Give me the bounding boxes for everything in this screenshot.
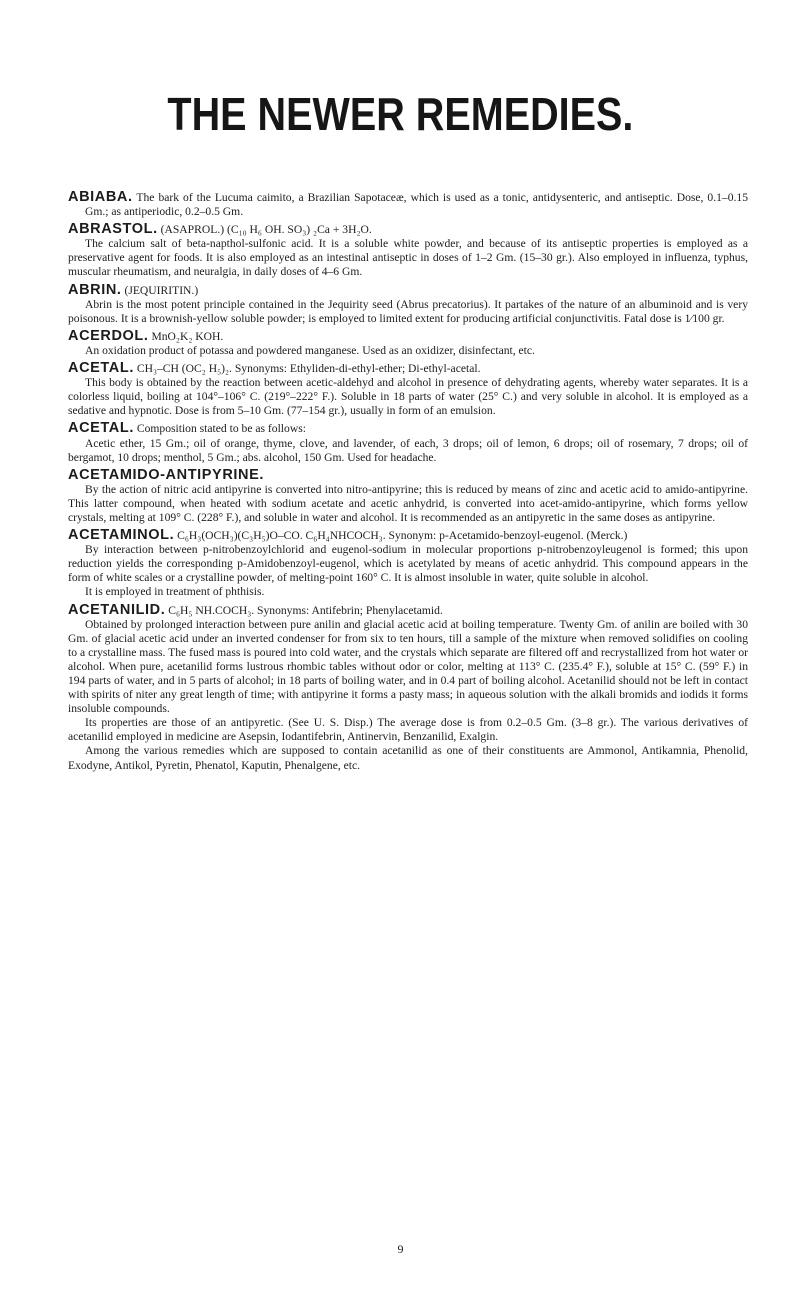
- entry-first-line: [68, 361, 748, 376]
- entry-paragraph: Obtained by prolonged interaction between pure anilin and glacial acetic acid at boiling temperature. Twenty Gm. of anilin are boiled with 30 Gm. of glacial acetic acid under an inverted condenser for from six to ten hours, till a sample of the mixture when removed solidifies on cooling to a crystalline mass. The fused mass is poured into cold water, and the crystals which separate are filtered off and recrystallized from hot water or alcohol. When pure, acetanilid forms lustrous rhombic tables without odor or color, melting at 113° C. (235.4° F.), soluble at 15° C. (59° F.) in 194 parts of water, and in 5 parts of alcohol; in 18 parts of boiling water, and in 0.4 part of boiling alcohol. Acetanilid should not be left in contact with spirits of niter any great length of time; with antipyrine it forms a pasty mass; in aqueous solution with the alkali bromids and iodids it forms insoluble compounds.: [68, 617, 748, 716]
- entry-first-line: [68, 421, 748, 436]
- entry-formula: (ASAPROL.) (C₁₀ H₆ OH. SO₃) ₂Ca + 3H₂O.: [160, 223, 372, 237]
- page-number: 9: [397, 1242, 404, 1256]
- entry-first-line: [68, 329, 748, 344]
- entry-first-line: [68, 283, 748, 298]
- entry-formula: MnO₂K₂ KOH.: [151, 329, 224, 343]
- entry-heading: ABRASTOL.: [68, 221, 158, 238]
- entry-acetal-composition: [68, 421, 748, 464]
- entry-acetamido-antipyrine: [68, 468, 748, 525]
- entry-acetal: [68, 361, 748, 418]
- entry-paragraph: An oxidation product of potassa and powdered manganese. Used as an oxidizer, disinfectant, etc.: [85, 343, 535, 357]
- entry-heading: ACETAMINOL.: [68, 527, 175, 544]
- entry-paragraph: By interaction between p-nitrobenzoylchlorid and eugenol-sodium in molecular proportions p-nitrobenzoyleugenol is formed; this upon reduction yields the corresponding p-Amidobenzoyl-eugenol, which is acetylated by means of acetic anhydrid. This compound appears in the form of white scales or a crystalline powder, of melting-point 160° C. It is almost insoluble in water, quite soluble in alcohol.: [68, 543, 748, 585]
- entry-heading: ACERDOL.: [68, 327, 149, 344]
- entry-formula: CH₃–CH (OC₂ H₅)₂. Synonyms: Ethyliden-di-ethyl-ether; Di-ethyl-acetal.: [136, 362, 481, 376]
- entry-paragraph: Abrin is the most potent principle contained in the Jequirity seed (Abrus precatorius). It partakes of the nature of an albuminoid and is very poisonous. It is a brownish-yellow soluble powder; is employed to limited extent for producing artificial conjunctivitis. Fatal dose is 1⁄100 gr.: [68, 297, 748, 325]
- entry-heading: ABIABA.: [68, 189, 133, 205]
- entry-first-line: [68, 603, 748, 618]
- entry-first-line: [68, 222, 748, 237]
- entry-formula: C₆H₃(OCH₃)(C₃H₅)O–CO. C₆H₄NHCOCH₃. Synonym: p-Acetamido-benzoyl-eugenol. (Merck.): [177, 529, 628, 543]
- entry-paragraph: By the action of nitric acid antipyrine is converted into nitro-antipyrine; this is reduced by means of zinc and acetic acid to amido-antipyrine. This latter compound, when heated with sodium acetate and acetic anhydrid, is converted into acet-amido-antipyrine, which forms yellow crystals, melting at 109° C. (228° F.), and soluble in water and alcohol. It is recommended as an antipyretic in the same doses as antipyrine.: [68, 482, 748, 524]
- entry-synonym: (JEQUIRITIN.): [124, 283, 199, 297]
- entry-paragraph: The calcium salt of beta-napthol-sulfonic acid. It is a soluble white powder, and because of its antiseptic properties is employed as a preservative agent for foods. It is also employed as an intestinal antiseptic in doses of 1–2 Gm. (15–30 gr.). Also employed in influenza, typhus, muscular rheumatism, and neuralgia, in daily doses of 4–6 Gm.: [68, 237, 748, 279]
- entry-abrastol: [68, 222, 748, 279]
- entry-acerdol: [68, 329, 748, 358]
- entry-first-line: [68, 528, 748, 543]
- entry-paragraph: It is employed in treatment of phthisis.: [85, 585, 265, 599]
- entry-text: The bark of the Lucuma caimito, a Brazilian Sapotaceæ, which is used as a tonic, antidysenteric, and antiseptic. Dose, 0.1–0.15 Gm.; as antiperiodic, 0.2–0.5 Gm.: [85, 191, 748, 219]
- entry-first-line: [68, 190, 748, 219]
- entries-list: [68, 190, 748, 776]
- entry-first-line: [68, 468, 748, 483]
- entry-paragraph: This body is obtained by the reaction between acetic-aldehyd and alcohol in presence of dehydrating agents, whereby water separates. It is a colorless liquid, boiling at 104°–106° C. (219°–222° F.). Soluble in 18 parts of water (25° C.) and very soluble in alcohol. It is employed as a sedative and hypnotic. Dose is from 5–10 Gm. (77–154 gr.), usually in form of an emulsion.: [68, 376, 748, 418]
- entry-abiaba: [68, 190, 748, 219]
- entry-heading: ACETAL.: [68, 360, 134, 377]
- entry-heading: ACETANILID.: [68, 601, 166, 618]
- page-title: THE NEWER REMEDIES.: [167, 88, 634, 140]
- entry-heading: ABRIN.: [68, 281, 122, 298]
- entry-paragraph: Its properties are those of an antipyretic. (See U. S. Disp.) The average dose is from 0.2–0.5 Gm. (3–8 gr.). The various derivatives of acetanilid employed in medicine are Asepsin, Iodantifebrin, Antinervin, Benzanilid, Exalgin.: [68, 716, 748, 744]
- entry-abrin: [68, 283, 748, 326]
- entry-acetaminol: [68, 528, 748, 599]
- entry-paragraph: Acetic ether, 15 Gm.; oil of orange, thyme, clove, and lavender, of each, 3 drops; oil of lemon, 6 drops; oil of rosemary, 7 drops; oil of bergamot, 10 drops; menthol, 5 Gm.; abs. alcohol, 150 Gm. Used for headache.: [68, 436, 748, 464]
- entry-text: Composition stated to be as follows:: [136, 422, 306, 436]
- entry-paragraph: Among the various remedies which are supposed to contain acetanilid as one of their constituents are Ammonol, Antikamnia, Phenolid, Exodyne, Antikol, Pyretin, Phenatol, Kaputin, Phenalgene, etc.: [68, 744, 748, 772]
- entry-formula: C₆H₅ NH.COCH₃. Synonyms: Antifebrin; Phenylacetamid.: [168, 603, 443, 617]
- entry-acetanilid: [68, 603, 748, 773]
- entry-heading: ACETAMIDO-ANTIPYRINE.: [68, 466, 264, 483]
- entry-heading: ACETAL.: [68, 420, 134, 437]
